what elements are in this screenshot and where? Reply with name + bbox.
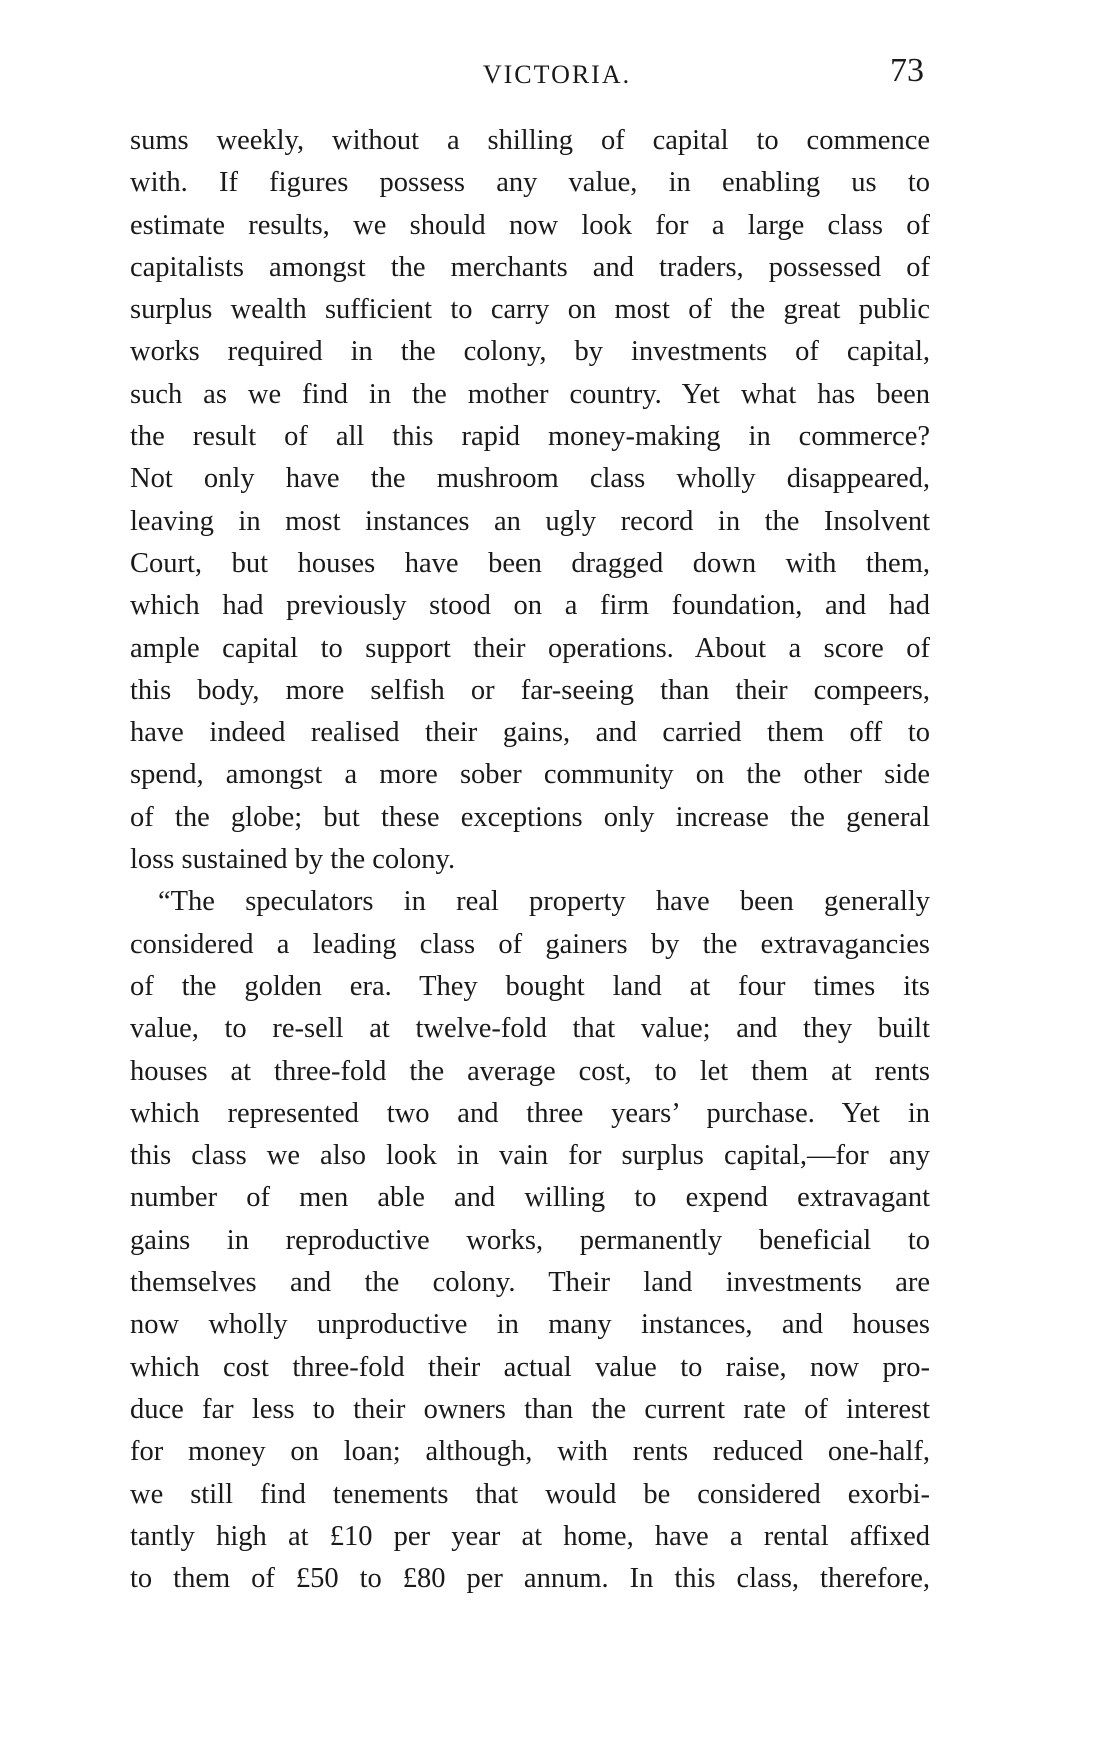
text-line: with. If figures possess any value, in enabling us to [130,167,930,199]
text-line: loss sustained by the colony. [130,844,456,876]
text-line: the result of all this rapid money-making in commerce? [130,421,930,453]
text-line: works required in the colony, by investments of capital, [130,336,930,368]
text-line: gains in reproductive works, permanently beneficial to [130,1224,930,1256]
text-line: Court, but houses have been dragged down with them, [130,547,930,579]
text-line: such as we find in the mother country. Yet what has been [130,378,930,410]
text-line: surplus wealth sufficient to carry on most of the great public [130,294,930,326]
text-line: duce far less to their owners than the current rate of interest [130,1393,930,1425]
text-line: “The speculators in real property have been generally [158,886,930,918]
text-line: leaving in most instances an ugly record in the Insolvent [130,505,930,537]
text-line: estimate results, we should now look for a large class of [130,209,930,241]
text-line: Not only have the mushroom class wholly disappeared, [130,463,930,495]
text-line: tantly high at £10 per year at home, have a rental affixed [130,1520,930,1552]
text-line: themselves and the colony. Their land investments are [130,1267,930,1299]
text-line: which represented two and three years’ purchase. Yet in [130,1097,930,1129]
paragraph-2 [130,881,930,1600]
text-line: considered a leading class of gainers by the extravagancies [130,928,930,960]
text-line: which cost three-fold their actual value to raise, now pro- [130,1351,930,1383]
text-line: houses at three-fold the average cost, to let them at rents [130,1055,930,1087]
body-text [130,120,930,1600]
text-line: ample capital to support their operations. About a score of [130,632,930,664]
text-line: this class we also look in vain for surplus capital,—for any [130,1140,930,1172]
text-line: sums weekly, without a shilling of capital to commence [130,125,930,156]
running-title: VICTORIA. [482,60,632,89]
text-line: now wholly unproductive in many instances, and houses [130,1309,930,1341]
text-line: which had previously stood on a firm foundation, and had [130,590,930,622]
text-line: of the globe; but these exceptions only increase the general [130,801,930,833]
page-number: 73 [890,52,924,89]
text-line: spend, amongst a more sober community on the other side [130,759,930,791]
text-line: to them of £50 to £80 per annum. In this class, therefore, [130,1563,930,1595]
text-line: we still find tenements that would be considered exorbi- [130,1478,930,1510]
running-head [0,52,1114,92]
text-line: value, to re-sell at twelve-fold that value; and they built [130,1013,930,1045]
paragraph-1 [130,120,930,881]
text-line: have indeed realised their gains, and carried them off to [130,717,930,749]
text-line: for money on loan; although, with rents reduced one-half, [130,1436,930,1468]
text-line: this body, more selfish or far-seeing than their compeers, [130,674,930,706]
text-line: number of men able and willing to expend extravagant [130,1182,930,1214]
text-line: capitalists amongst the merchants and traders, possessed of [130,251,930,283]
text-line: of the golden era. They bought land at four times its [130,970,930,1002]
